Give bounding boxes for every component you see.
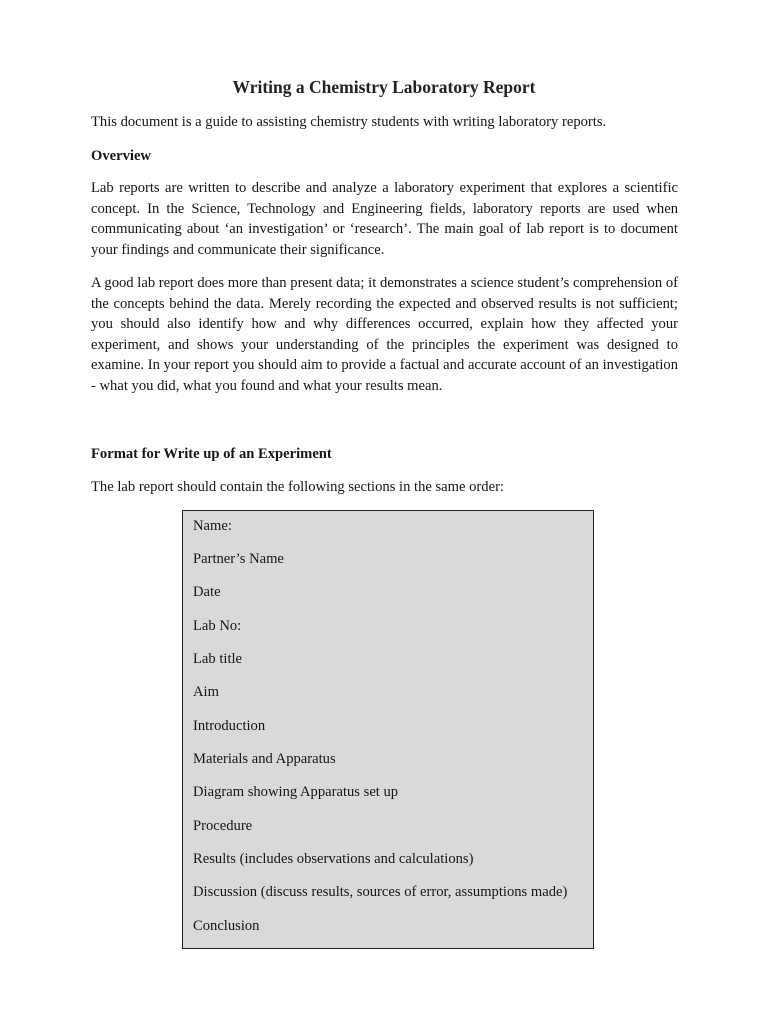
format-intro: The lab report should contain the following sections in the same order: — [91, 479, 504, 495]
section-item-results: Results (includes observations and calculations) — [193, 851, 474, 867]
section-item-conclusion: Conclusion — [193, 918, 260, 934]
section-item-materials: Materials and Apparatus — [193, 751, 336, 767]
section-item-discussion: Discussion (discuss results, sources of error, assumptions made) — [193, 884, 568, 900]
overview-paragraph-1: Lab reports are written to describe and analyze a laboratory experiment that explores a scientific concept. In the Science, Technology and Engineering fields, laboratory reports are used when communicating about ‘an investigation’ or ‘research’. The main goal of lab report is to document your findings and communicate their significance. — [91, 180, 678, 258]
overview-paragraph-2: A good lab report does more than present data; it demonstrates a science student’s comprehension of the concepts behind the data. Merely recording the expected and observed results is not sufficient; you should also identify how and why differences occurred, explain how they affected your experiment, and shows your understanding of the principles the experiment was designed to examine. In your report you should aim to provide a factual and accurate account of an investigation - what you did, what you found and what your results mean. — [91, 275, 678, 394]
section-item-lab-no: Lab No: — [193, 618, 242, 634]
section-item-diagram: Diagram showing Apparatus set up — [193, 784, 399, 800]
section-item-lab-title: Lab title — [193, 651, 243, 667]
overview-heading: Overview — [91, 148, 151, 164]
document-title: Writing a Chemistry Laboratory Report — [232, 77, 536, 97]
section-item-name: Name: — [193, 518, 232, 534]
section-item-date: Date — [193, 584, 221, 600]
section-item-aim: Aim — [193, 684, 219, 700]
sections-checklist-box — [182, 510, 594, 949]
section-item-partner-name: Partner’s Name — [193, 551, 284, 567]
section-item-procedure: Procedure — [193, 818, 253, 834]
format-heading: Format for Write up of an Experiment — [91, 446, 332, 462]
section-item-introduction: Introduction — [193, 718, 266, 734]
intro-paragraph: This document is a guide to assisting chemistry students with writing laboratory reports. — [91, 114, 607, 130]
